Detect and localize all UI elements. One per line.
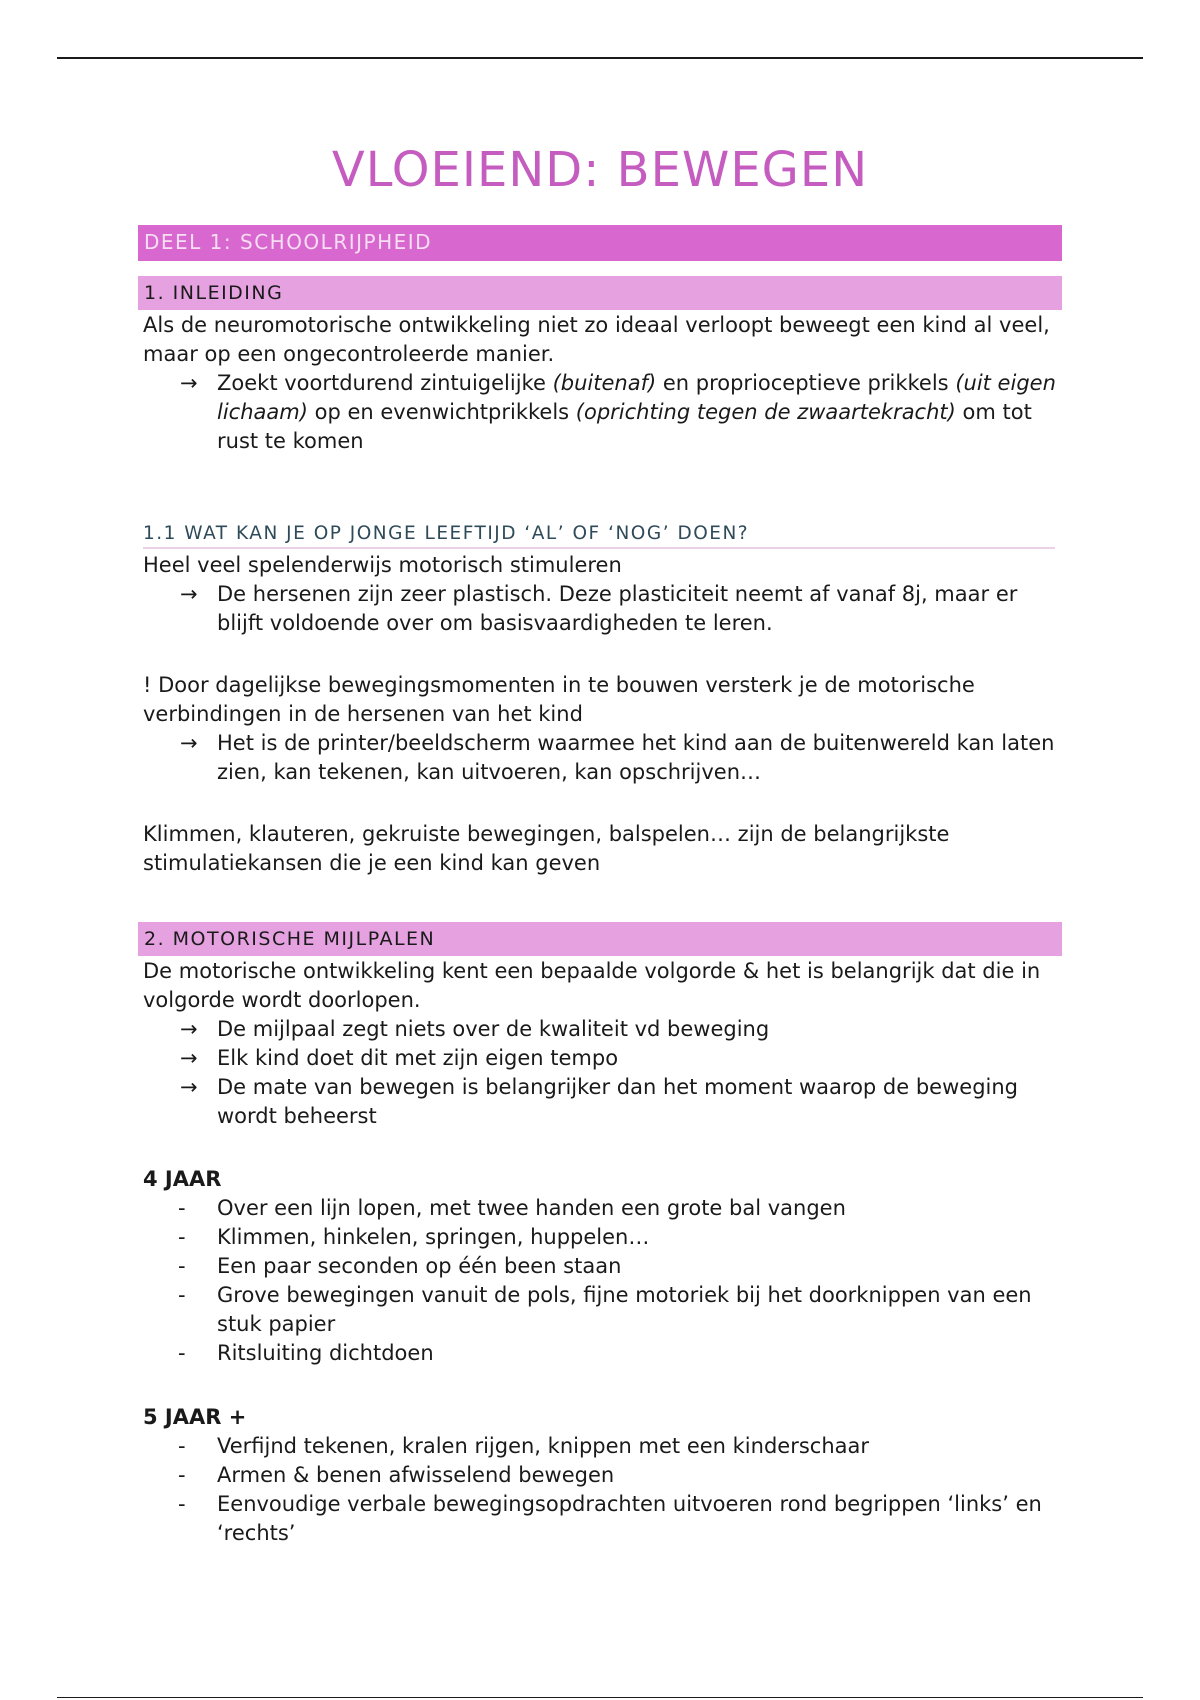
list-item-text: De mijlpaal zegt niets over de kwaliteit vd beweging bbox=[217, 1017, 770, 1041]
italic-run: (buitenaf) bbox=[552, 371, 657, 395]
section-inleiding-body bbox=[143, 311, 1063, 456]
subsection-heading: 1.1 WAT KAN JE OP JONGE LEEFTIJD ‘AL’ OF ‘NOG’ DOEN? bbox=[143, 521, 1055, 549]
paragraph: De motorische ontwikkeling kent een bepaalde volgorde & het is belangrijk dat die in volgorde wordt doorlopen. bbox=[143, 959, 1041, 1012]
paragraph: Als de neuromotorische ontwikkeling niet zo ideaal verloopt beweegt een kind al veel, maar op een ongecontroleerde manier. bbox=[143, 313, 1050, 366]
list-item-text: De mate van bewegen is belangrijker dan het moment waarop de beweging wordt beheerst bbox=[217, 1075, 1019, 1128]
text-run: om tot rust te komen bbox=[217, 400, 1032, 453]
list-item-text: Over een lijn lopen, met twee handen een grote bal vangen bbox=[217, 1196, 846, 1220]
document-title: VLOEIEND: BEWEGEN bbox=[331, 142, 869, 198]
dash-list-item bbox=[143, 1490, 1063, 1548]
age-5-block bbox=[143, 1403, 1063, 1548]
section-heading-inleiding: 1. INLEIDING bbox=[138, 276, 1062, 310]
arrow-icon: → bbox=[180, 1017, 198, 1041]
list-item-text: Het is de printer/beeldscherm waarmee het kind aan de buitenwereld kan laten zien, kan tekenen, kan uitvoeren, kan opschrijven… bbox=[217, 731, 1055, 784]
list-item-text: Verfijnd tekenen, kralen rijgen, knippen met een kinderschaar bbox=[217, 1434, 869, 1458]
text-run: op en evenwichtprikkels bbox=[307, 400, 576, 424]
list-item-text: Eenvoudige verbale bewegingsopdrachten uitvoeren rond begrippen ‘links’ en ‘rechts’ bbox=[217, 1492, 1042, 1545]
bottom-rule bbox=[57, 1697, 1143, 1698]
dash-list-item bbox=[143, 1339, 1063, 1368]
age-heading: 4 JAAR bbox=[143, 1167, 222, 1191]
arrow-list-item bbox=[143, 1073, 1063, 1131]
dash-icon: - bbox=[178, 1283, 186, 1307]
list-item-text: Elk kind doet dit met zijn eigen tempo bbox=[217, 1046, 619, 1070]
dash-icon: - bbox=[178, 1463, 186, 1487]
dash-list-item bbox=[143, 1223, 1063, 1252]
arrow-list-item bbox=[143, 1044, 1063, 1073]
dash-icon: - bbox=[178, 1225, 186, 1249]
arrow-list-item bbox=[143, 580, 1063, 638]
age-4-block bbox=[143, 1165, 1063, 1368]
list-item-text: Een paar seconden op één been staan bbox=[217, 1254, 622, 1278]
dash-list-item bbox=[143, 1194, 1063, 1223]
dash-list-item bbox=[143, 1281, 1063, 1339]
paragraph: Klimmen, klauteren, gekruiste bewegingen, balspelen… zijn de belangrijkste stimulatiekansen die je een kind kan geven bbox=[143, 822, 950, 875]
list-item-text: Klimmen, hinkelen, springen, huppelen… bbox=[217, 1225, 650, 1249]
arrow-icon: → bbox=[180, 1075, 198, 1099]
paragraph: ! Door dagelijkse bewegingsmomenten in te bouwen versterk je de motorische verbindingen in de hersenen van het kind bbox=[143, 673, 975, 726]
arrow-icon: → bbox=[180, 582, 198, 606]
dash-list-item bbox=[143, 1461, 1063, 1490]
subsection-body bbox=[143, 551, 1063, 638]
dash-icon: - bbox=[178, 1196, 186, 1220]
italic-run: (oprichting tegen de zwaartekracht) bbox=[575, 400, 956, 424]
age-heading: 5 JAAR + bbox=[143, 1405, 247, 1429]
subsection-body-2 bbox=[143, 671, 1063, 787]
part-heading: DEEL 1: SCHOOLRIJPHEID bbox=[138, 225, 1062, 261]
arrow-list-item bbox=[143, 369, 1063, 456]
arrow-list-item bbox=[143, 729, 1063, 787]
list-item-text: Ritsluiting dichtdoen bbox=[217, 1341, 434, 1365]
top-rule bbox=[57, 57, 1143, 59]
subsection-body-3 bbox=[143, 820, 1063, 878]
text-run: en proprioceptieve prikkels bbox=[656, 371, 956, 395]
arrow-icon: → bbox=[180, 371, 198, 395]
dash-icon: - bbox=[178, 1341, 186, 1365]
dash-icon: - bbox=[178, 1434, 186, 1458]
dash-icon: - bbox=[178, 1492, 186, 1516]
section-heading-mijlpalen: 2. MOTORISCHE MIJLPALEN bbox=[138, 922, 1062, 956]
paragraph: Heel veel spelenderwijs motorisch stimuleren bbox=[143, 553, 622, 577]
list-item-text: Grove bewegingen vanuit de pols, fijne motoriek bij het doorknippen van een stuk papier bbox=[217, 1283, 1032, 1336]
section-mijlpalen-body bbox=[143, 957, 1063, 1131]
italic-run: (uit eigen lichaam) bbox=[217, 371, 1056, 424]
dash-icon: - bbox=[178, 1254, 186, 1278]
arrow-list-item bbox=[143, 1015, 1063, 1044]
text-run: Zoekt voortdurend zintuigelijke bbox=[217, 371, 553, 395]
list-item-text: Armen & benen afwisselend bewegen bbox=[217, 1463, 615, 1487]
dash-list-item bbox=[143, 1432, 1063, 1461]
dash-list-item bbox=[143, 1252, 1063, 1281]
arrow-icon: → bbox=[180, 1046, 198, 1070]
arrow-icon: → bbox=[180, 731, 198, 755]
list-item-text: De hersenen zijn zeer plastisch. Deze plasticiteit neemt af vanaf 8j, maar er blijft voldoende over om basisvaardigheden te leren. bbox=[217, 582, 1018, 635]
